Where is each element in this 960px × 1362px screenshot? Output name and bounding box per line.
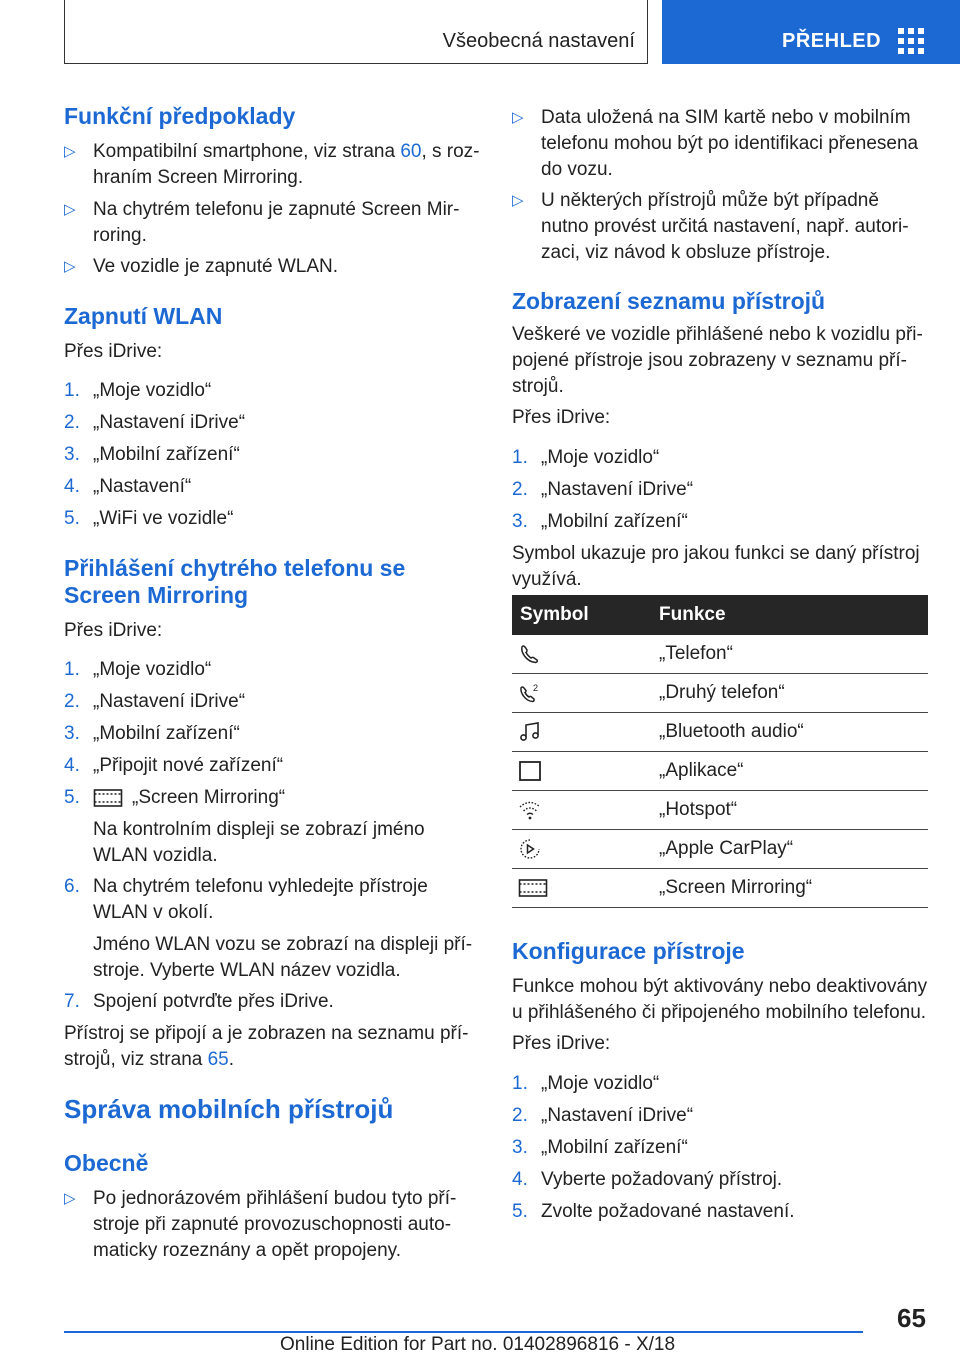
music-note-icon — [518, 721, 542, 743]
manage-heading: Správa mobilních přístrojů — [64, 1094, 394, 1124]
wlan-intro: Přes iDrive: — [64, 341, 163, 362]
list-item-cont: stroje při zapnuté provozuschopnosti auto- — [93, 1214, 452, 1235]
general-heading: Obecně — [64, 1150, 149, 1176]
page-link-60[interactable]: 60 — [400, 141, 422, 162]
wlan-heading: Zapnutí WLAN — [64, 303, 223, 329]
header-section-title: Všeobecná nastavení — [442, 30, 635, 52]
config-heading: Konfigurace přístroje — [512, 938, 745, 964]
device-list-heading: Zobrazení seznamu přístrojů — [512, 288, 826, 314]
column-function: Funkce — [659, 604, 726, 625]
symbol-table — [512, 595, 928, 908]
paragraph: Symbol ukazuje pro jakou funkci se daný přístroj — [512, 543, 920, 564]
phone-icon — [518, 643, 542, 665]
table-row: „Apple CarPlay“ — [512, 830, 928, 869]
app-square-icon — [518, 760, 542, 782]
page-link-65[interactable]: 65 — [207, 1049, 229, 1070]
login-heading-line1: Přihlášení chytrého telefonu se — [64, 555, 406, 581]
screen-mirroring-icon — [518, 877, 548, 899]
table-row: „Hotspot“ — [512, 791, 928, 830]
prereq-heading: Funkční předpoklady — [64, 103, 296, 129]
header-section-box — [64, 0, 648, 64]
screen-mirroring-icon — [93, 788, 123, 808]
list-intro: Přes iDrive: — [512, 407, 611, 428]
list-item-cont: telefonu mohou být po identifikaci přenesena — [541, 133, 919, 154]
table-row: „Screen Mirroring“ — [512, 869, 928, 908]
footer-edition: Online Edition for Part no. 01402896816 - X/18 — [280, 1334, 676, 1355]
overview-label: PŘEHLED — [782, 30, 882, 52]
paragraph: pojené přístroje jsou zobrazeny v seznamu pří- — [512, 350, 907, 371]
list-item-cont: maticky rozeznány a opět propojeny. — [93, 1240, 402, 1261]
list-item-cont: roring. — [93, 225, 147, 246]
result-text: strojů, viz strana 65. — [64, 1049, 235, 1070]
column-symbol: Symbol — [520, 604, 589, 625]
step-note: WLAN vozidla. — [93, 845, 218, 866]
login-heading-line2: Screen Mirroring — [64, 582, 249, 608]
list-item-cont: nutno provést určitá nastavení, např. autori- — [541, 216, 909, 237]
paragraph: u přihlášeného či připojeného mobilního telefonu. — [512, 1002, 927, 1023]
login-intro: Přes iDrive: — [64, 620, 163, 641]
paragraph: využívá. — [512, 569, 582, 590]
grid-icon — [898, 28, 924, 52]
result-text: Přístroj se připojí a je zobrazen na seznamu pří- — [64, 1023, 469, 1044]
overview-button[interactable] — [662, 0, 960, 64]
list-intro: Přes iDrive: — [512, 1033, 611, 1054]
list-item-cont: do vozu. — [541, 159, 613, 180]
second-phone-icon — [518, 682, 542, 704]
step-note: Jméno WLAN vozu se zobrazí na displeji pří- — [93, 934, 473, 955]
step-note: stroje. Vyberte WLAN název vozidla. — [93, 960, 401, 981]
table-row: 2 „Druhý telefon“ — [512, 674, 928, 713]
table-row: „Telefon“ — [512, 635, 928, 674]
list-item-cont: WLAN v okolí. — [93, 902, 214, 923]
table-row: „Aplikace“ — [512, 752, 928, 791]
svg-text:2: 2 — [533, 683, 539, 693]
paragraph: strojů. — [512, 376, 564, 397]
table-row: „Bluetooth audio“ — [512, 713, 928, 752]
table-header — [512, 595, 928, 635]
paragraph: Veškeré ve vozidle přihlášené nebo k vozidlu při- — [512, 324, 923, 345]
carplay-icon — [518, 838, 542, 860]
footer-divider — [64, 1331, 863, 1333]
list-item-cont: zaci, viz návod k obsluze přístroje. — [541, 242, 831, 263]
step-note: Na kontrolním displeji se zobrazí jméno — [93, 819, 425, 840]
wifi-hotspot-icon — [518, 799, 542, 821]
page-number: 65 — [897, 1303, 926, 1333]
list-item-cont: hraním Screen Mirroring. — [93, 167, 304, 188]
paragraph: Funkce mohou být aktivovány nebo deaktivovány — [512, 976, 928, 997]
